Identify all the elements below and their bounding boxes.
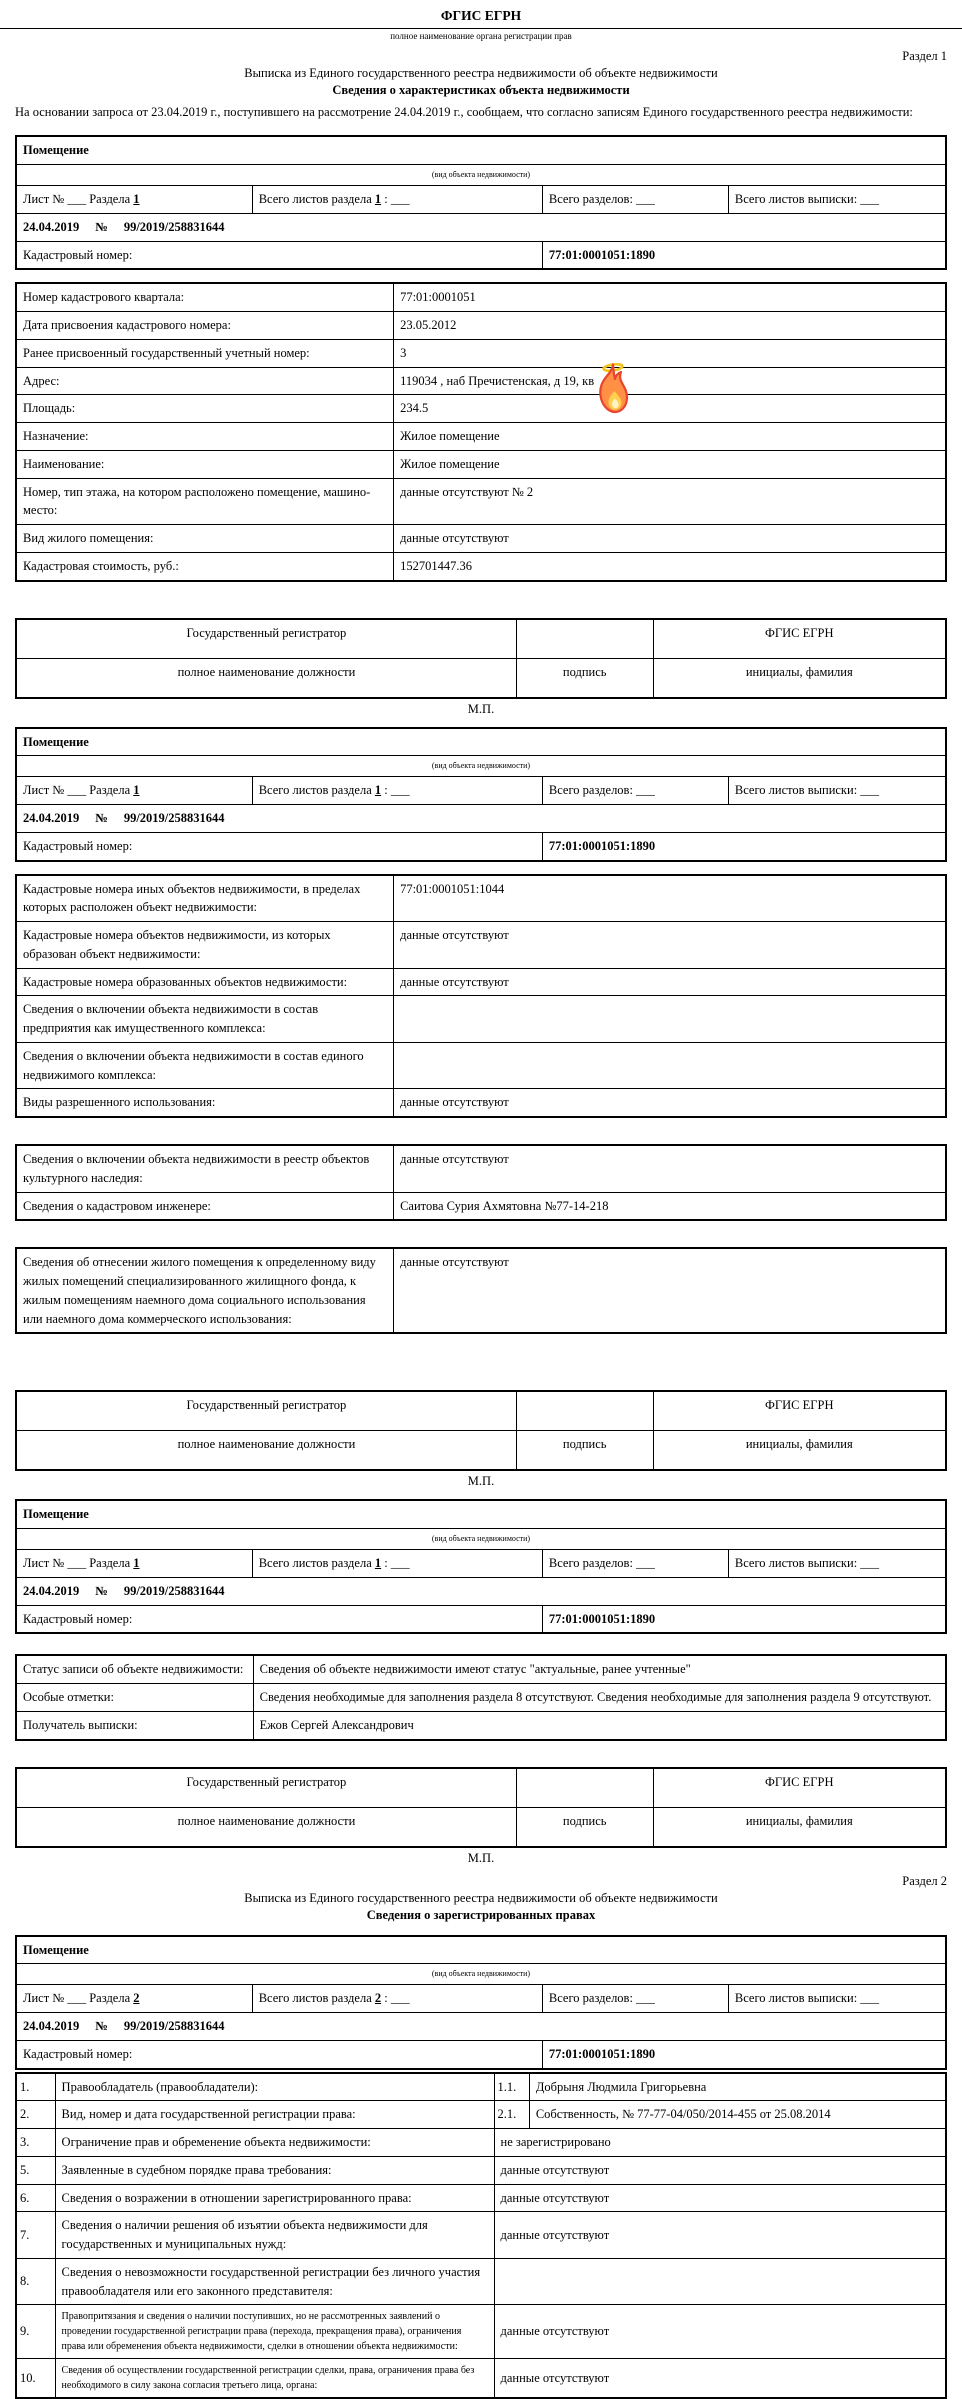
relation-value: 77:01:0001051:1044 [394, 875, 946, 922]
relation-label: Кадастровые номера иных объектов недвижимости, в пределах которых расположен объект недвижимости: [16, 875, 394, 922]
right-row-number: 3. [16, 2129, 55, 2157]
stamp-mp: М.П. [15, 702, 947, 717]
cadastral-number-value: 77:01:0001051:1890 [542, 832, 946, 860]
total-sheets-cell: Всего листов раздела 1 : ___ [252, 1550, 542, 1578]
total-sections-cell: Всего разделов: ___ [542, 1985, 728, 2013]
request-date-number: 24.04.2019 № 99/2019/258831644 [16, 805, 946, 833]
total-extract-cell: Всего листов выписки: ___ [728, 777, 946, 805]
object-kind-caption: (вид объекта недвижимости) [16, 1529, 946, 1550]
characteristic-label: Кадастровая стоимость, руб.: [16, 552, 394, 580]
housing-fund-table [15, 1247, 947, 1334]
status-label: Статус записи об объекте недвижимости: [16, 1655, 253, 1683]
object-type: Помещение [16, 1500, 946, 1528]
intro-text: На основании запроса от 23.04.2019 г., поступившего на рассмотрение 24.04.2019 г., сообщаем, что согласно записям Единого государственного реестра недвижимости: [15, 102, 947, 123]
request-date-number: 24.04.2019 № 99/2019/258831644 [16, 213, 946, 241]
right-sub-number: 1.1. [494, 2073, 529, 2101]
total-sheets-cell: Всего листов раздела 1 : ___ [252, 186, 542, 214]
total-extract-cell: Всего листов выписки: ___ [728, 1550, 946, 1578]
cadastral-number-value: 77:01:0001051:1890 [542, 241, 946, 269]
registrar-label: Государственный регистратор [16, 1391, 516, 1431]
fund-label: Сведения об отнесении жилого помещения к определенному виду жилых помещений специализированного жилищного фонда, к жилым помещениям наемного дома социального использования или наемного дома коммерческого использования: [16, 1248, 394, 1333]
characteristic-label: Назначение: [16, 423, 394, 451]
right-value: данные отсутствуют [494, 2359, 946, 2399]
relation-label: Сведения о включении объекта недвижимости в состав единого недвижимого комплекса: [16, 1042, 394, 1089]
request-date-number: 24.04.2019 № 99/2019/258831644 [16, 1577, 946, 1605]
relation-value [394, 1042, 946, 1089]
relation-value [394, 996, 946, 1043]
signature-table-1 [15, 618, 947, 699]
right-row-number: 9. [16, 2305, 55, 2359]
table-row [16, 2359, 946, 2399]
right-value: данные отсутствуют [494, 2305, 946, 2359]
right-row-number: 2. [16, 2101, 55, 2129]
culture-table [15, 1144, 947, 1221]
sheet-header-block-3 [15, 1499, 947, 1634]
header-divider [0, 28, 962, 29]
characteristic-label: Вид жилого помещения: [16, 525, 394, 553]
relation-value: данные отсутствуют [394, 1089, 946, 1117]
stamp-mp: М.П. [15, 1851, 947, 1866]
section-1-label: Раздел 1 [0, 49, 947, 64]
right-value: не зарегистрировано [494, 2129, 946, 2157]
position-caption: полное наименование должности [16, 658, 516, 698]
right-value [494, 2258, 946, 2305]
initials-caption: инициалы, фамилия [653, 1431, 946, 1471]
right-row-number: 10. [16, 2359, 55, 2399]
cadastral-number-label: Кадастровый номер: [16, 832, 542, 860]
total-sections-cell: Всего разделов: ___ [542, 1550, 728, 1578]
characteristic-label: Дата присвоения кадастрового номера: [16, 312, 394, 340]
table-row [16, 2258, 946, 2305]
right-value: Добрыня Людмила Григорьевна [529, 2073, 946, 2101]
relation-label: Кадастровые номера образованных объектов недвижимости: [16, 968, 394, 996]
extract-title-1: Выписка из Единого государственного реестра недвижимости об объекте недвижимости [0, 66, 962, 81]
right-label: Ограничение прав и обременение объекта недвижимости: [55, 2129, 494, 2157]
object-kind-caption: (вид объекта недвижимости) [16, 165, 946, 186]
org-caption: полное наименование органа регистрации прав [0, 31, 962, 41]
total-extract-cell: Всего листов выписки: ___ [728, 1985, 946, 2013]
characteristic-value: 23.05.2012 [394, 312, 946, 340]
characteristic-value: Жилое помещение [394, 450, 946, 478]
right-label: Правообладатель (правообладатели): [55, 2073, 494, 2101]
initials-caption: инициалы, фамилия [653, 658, 946, 698]
relation-label: Виды разрешенного использования: [16, 1089, 394, 1117]
total-sheets-cell: Всего листов раздела 2 : ___ [252, 1985, 542, 2013]
culture-label: Сведения о включении объекта недвижимости в реестр объектов культурного наследия: [16, 1145, 394, 1192]
table-row [16, 2073, 946, 2101]
object-type: Помещение [16, 136, 946, 164]
right-row-number: 8. [16, 2258, 55, 2305]
sign-caption: подпись [516, 1431, 653, 1471]
object-kind-caption: (вид объекта недвижимости) [16, 756, 946, 777]
right-value: данные отсутствуют [494, 2212, 946, 2259]
characteristics-table [15, 282, 947, 581]
sheet-number-cell: Лист № ___ Раздела 1 [16, 777, 252, 805]
doc-title: ФГИС ЕГРН [0, 8, 962, 24]
fgis-label: ФГИС ЕГРН [653, 619, 946, 659]
culture-value: данные отсутствуют [394, 1145, 946, 1192]
characteristic-value: 3 [394, 339, 946, 367]
engineer-label: Сведения о кадастровом инженере: [16, 1192, 394, 1220]
relation-value: данные отсутствуют [394, 968, 946, 996]
total-extract-cell: Всего листов выписки: ___ [728, 186, 946, 214]
sheet-header-block-2 [15, 727, 947, 862]
right-label: Сведения об осуществлении государственной регистрации сделки, права, ограничения права без необходимого в силу закона согласия третьего лица, органа: [55, 2359, 494, 2399]
characteristic-label: Адрес: [16, 367, 394, 395]
cadastral-number-label: Кадастровый номер: [16, 2040, 542, 2068]
sheet-number-cell: Лист № ___ Раздела 1 [16, 186, 252, 214]
characteristic-value: данные отсутствуют [394, 525, 946, 553]
sign-caption: подпись [516, 1807, 653, 1847]
characteristic-value: 152701447.36 [394, 552, 946, 580]
right-value: данные отсутствуют [494, 2184, 946, 2212]
initials-caption: инициалы, фамилия [653, 1807, 946, 1847]
right-label: Вид, номер и дата государственной регистрации права: [55, 2101, 494, 2129]
signature-table-3 [15, 1767, 947, 1848]
fgis-label: ФГИС ЕГРН [653, 1768, 946, 1808]
characteristic-value: 77:01:0001051 [394, 283, 946, 311]
right-label: Заявленные в судебном порядке права требования: [55, 2156, 494, 2184]
status-value: Сведения об объекте недвижимости имеют статус "актуальные, ранее учтенные" [253, 1655, 946, 1683]
object-type: Помещение [16, 1936, 946, 1964]
relation-label: Кадастровые номера объектов недвижимости, из которых образован объект недвижимости: [16, 922, 394, 969]
registrar-label: Государственный регистратор [16, 619, 516, 659]
characteristic-label: Номер кадастрового квартала: [16, 283, 394, 311]
signature-empty-cell [516, 1768, 653, 1808]
table-row [16, 2101, 946, 2129]
object-kind-caption: (вид объекта недвижимости) [16, 1964, 946, 1985]
characteristic-value: данные отсутствуют № 2 [394, 478, 946, 525]
status-table [15, 1654, 947, 1740]
right-value: данные отсутствуют [494, 2156, 946, 2184]
right-label: Правопритязания и сведения о наличии поступивших, но не рассмотренных заявлений о проведении государственной регистрации права (перехода, прекращения права), ограничения права или обременения объекта недвижимости, сделки в отношении объекта недвижимости: [55, 2305, 494, 2359]
fund-value: данные отсутствуют [394, 1248, 946, 1333]
extract-title-2: Выписка из Единого государственного реестра недвижимости об объекте недвижимости [0, 1891, 962, 1906]
cadastral-number-value: 77:01:0001051:1890 [542, 1605, 946, 1633]
total-sheets-cell: Всего листов раздела 1 : ___ [252, 777, 542, 805]
cadastral-number-label: Кадастровый номер: [16, 241, 542, 269]
table-row [16, 2305, 946, 2359]
recipient-value: Ежов Сергей Александрович [253, 1711, 946, 1739]
address-value: 119034 , наб Пречистенская, д 19, кв [394, 367, 946, 395]
right-row-number: 7. [16, 2212, 55, 2259]
right-label: Сведения о наличии решения об изъятии объекта недвижимости для государственных и муниципальных нужд: [55, 2212, 494, 2259]
section-2-label: Раздел 2 [0, 1874, 947, 1889]
signature-table-2 [15, 1390, 947, 1471]
request-date-number: 24.04.2019 № 99/2019/258831644 [16, 2013, 946, 2041]
right-row-number: 5. [16, 2156, 55, 2184]
subtitle-characteristics: Сведения о характеристиках объекта недвижимости [0, 83, 962, 98]
sheet-number-cell: Лист № ___ Раздела 1 [16, 1550, 252, 1578]
cadastral-number-label: Кадастровый номер: [16, 1605, 542, 1633]
position-caption: полное наименование должности [16, 1807, 516, 1847]
table-row [16, 2184, 946, 2212]
sign-caption: подпись [516, 658, 653, 698]
right-row-number: 6. [16, 2184, 55, 2212]
sheet-header-block-4 [15, 1935, 947, 2070]
relations-table [15, 874, 947, 1119]
right-sub-number: 2.1. [494, 2101, 529, 2129]
total-sections-cell: Всего разделов: ___ [542, 777, 728, 805]
characteristic-label: Ранее присвоенный государственный учетный номер: [16, 339, 394, 367]
sheet-header-block-1 [15, 135, 947, 270]
registrar-label: Государственный регистратор [16, 1768, 516, 1808]
table-row [16, 2156, 946, 2184]
special-notes-value: Сведения необходимые для заполнения раздела 8 отсутствуют. Сведения необходимые для заполнения раздела 9 отсутствуют. [253, 1684, 946, 1712]
cadastral-number-value: 77:01:0001051:1890 [542, 2040, 946, 2068]
table-row [16, 2129, 946, 2157]
rights-table [15, 2072, 947, 2399]
fgis-label: ФГИС ЕГРН [653, 1391, 946, 1431]
position-caption: полное наименование должности [16, 1431, 516, 1471]
object-type: Помещение [16, 728, 946, 756]
engineer-value: Саитова Сурия Ахмятовна №77-14-218 [394, 1192, 946, 1220]
right-row-number: 1. [16, 2073, 55, 2101]
right-label: Сведения о невозможности государственной регистрации без личного участия правообладателя или его законного представителя: [55, 2258, 494, 2305]
characteristic-value: Жилое помещение [394, 423, 946, 451]
subtitle-rights: Сведения о зарегистрированных правах [0, 1908, 962, 1923]
total-sections-cell: Всего разделов: ___ [542, 186, 728, 214]
characteristic-value: 234.5 [394, 395, 946, 423]
right-value: Собственность, № 77-77-04/050/2014-455 от 25.08.2014 [529, 2101, 946, 2129]
special-notes-label: Особые отметки: [16, 1684, 253, 1712]
characteristic-label: Номер, тип этажа, на котором расположено помещение, машино-место: [16, 478, 394, 525]
characteristic-label: Площадь: [16, 395, 394, 423]
signature-empty-cell [516, 619, 653, 659]
relation-label: Сведения о включении объекта недвижимости в состав предприятия как имущественного комплекса: [16, 996, 394, 1043]
signature-empty-cell [516, 1391, 653, 1431]
right-label: Сведения о возражении в отношении зарегистрированного права: [55, 2184, 494, 2212]
relation-value: данные отсутствуют [394, 922, 946, 969]
characteristic-label: Наименование: [16, 450, 394, 478]
table-row [16, 2212, 946, 2259]
stamp-mp: М.П. [15, 1474, 947, 1489]
recipient-label: Получатель выписки: [16, 1711, 253, 1739]
sheet-number-cell: Лист № ___ Раздела 2 [16, 1985, 252, 2013]
